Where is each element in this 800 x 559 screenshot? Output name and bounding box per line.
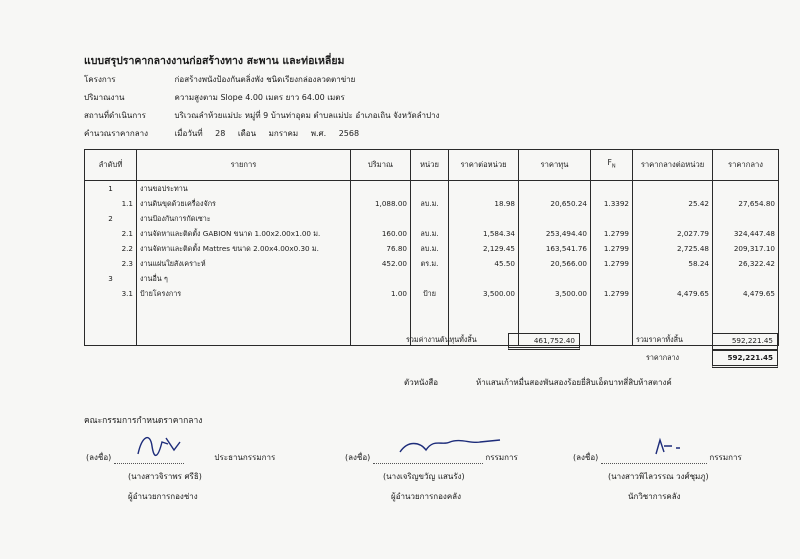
header-unit: หน่วย: [411, 150, 449, 181]
spacer-cell: [85, 301, 137, 346]
spacer-cell: [351, 301, 411, 346]
cell-cost: [519, 180, 591, 196]
member-2-position: ผู้อำนวยการกองคลัง: [391, 492, 461, 501]
total-cost-label: รวมค่างานต้นทุนทั้งสิ้น: [406, 335, 477, 344]
cell-no: 3.1: [85, 286, 137, 301]
cell-qty: [351, 271, 411, 286]
cell-median-unit: 25.42: [633, 196, 713, 211]
role-2: กรรมการ: [485, 453, 518, 462]
year-label: พ.ศ.: [310, 129, 327, 138]
cell-item: งานขอประทาน: [137, 180, 351, 196]
table-row: [85, 196, 779, 211]
cell-unit-cost: 2,129.45: [449, 241, 519, 256]
cell-median-unit: [633, 271, 713, 286]
cell-median-unit: 2,027.79: [633, 226, 713, 241]
words-value: ห้าแสนเก้าหมื่นสองพันสองร้อยยี่สิบเอ็ดบาทสี่สิบห้าสตางค์: [476, 378, 672, 387]
member-2-name: (นางเจริญขวัญ แสนรัง): [383, 472, 465, 481]
cell-median: [713, 180, 779, 196]
cell-cost: 20,650.24: [519, 196, 591, 211]
cell-no: 3: [85, 271, 137, 286]
words-label: ตัวหนังสือ: [404, 378, 439, 387]
cell-unit-cost: [449, 180, 519, 196]
median-label: ราคากลาง: [646, 353, 680, 362]
member-1-name: (นางสาวจิราพร ศรีธิ): [128, 472, 202, 481]
month-label: เดือน: [237, 129, 257, 138]
table-row: [85, 286, 779, 301]
member-3-position: นักวิชาการคลัง: [628, 492, 681, 501]
cell-qty: 160.00: [351, 226, 411, 241]
header-item: รายการ: [137, 150, 351, 181]
location-value: บริเวณลำห้วยแม่ปะ หมู่ที่ 9 บ้านท่าอุดม ตำบลแม่ปะ อำเภอเถิน จังหวัดลำปาง: [174, 111, 440, 120]
cell-f: 1.3392: [591, 196, 633, 211]
cell-unit-cost: 1,584.34: [449, 226, 519, 241]
cell-item: งานป้องกันการกัดเซาะ: [137, 211, 351, 226]
cell-item: งานจัดหาและติดตั้ง GABION ขนาด 1.00x2.00x1.00 ม.: [137, 226, 351, 241]
calc-date-label: คำนวณราคากลาง: [84, 129, 149, 138]
sign-prefix-3: (ลงชื่อ): [573, 453, 599, 462]
cell-item: งานจัดหาและติดตั้ง Mattres ขนาด 2.00x4.00x0.30 ม.: [137, 241, 351, 256]
sign-prefix-2: (ลงชื่อ): [345, 453, 371, 462]
cell-median: [713, 271, 779, 286]
table-header-row: [85, 150, 779, 181]
header-no: ลำดับที่: [85, 150, 137, 181]
cell-item: งานแผ่นใยสังเคราะห์: [137, 256, 351, 271]
cell-median-unit: [633, 211, 713, 226]
day-value: 28: [215, 129, 226, 138]
cell-qty: 1,088.00: [351, 196, 411, 211]
cell-item: งานดินขุดด้วยเครื่องจักร: [137, 196, 351, 211]
cell-qty: [351, 180, 411, 196]
cell-no: 2.2: [85, 241, 137, 256]
cell-qty: 452.00: [351, 256, 411, 271]
spacer-cell: [137, 301, 351, 346]
table-row: [85, 256, 779, 271]
header-median-unit: ราคากลางต่อหน่วย: [633, 150, 713, 181]
cell-f: 1.2799: [591, 226, 633, 241]
cell-median: 324,447.48: [713, 226, 779, 241]
total-median-value: 592,221.45: [712, 333, 778, 350]
cell-unit: [411, 211, 449, 226]
header-unit-cost: ราคาต่อหน่วย: [449, 150, 519, 181]
role-1: ประธานกรรมการ: [214, 453, 276, 462]
cell-unit: [411, 180, 449, 196]
cell-cost: 253,494.40: [519, 226, 591, 241]
cell-median: 27,654.80: [713, 196, 779, 211]
cell-unit: ลบ.ม.: [411, 226, 449, 241]
median-value: 592,221.45: [712, 350, 778, 368]
quantity-row: [84, 91, 345, 104]
header-qty: ปริมาณ: [351, 150, 411, 181]
signature-3-image: [650, 436, 690, 458]
header-cost: ราคาทุน: [519, 150, 591, 181]
cell-f: 1.2799: [591, 256, 633, 271]
location-row: [84, 109, 440, 122]
cell-median: 26,322.42: [713, 256, 779, 271]
cell-unit-cost: [449, 271, 519, 286]
table-group-row: [85, 271, 779, 286]
cell-cost: 163,541.76: [519, 241, 591, 256]
cell-median-unit: 2,725.48: [633, 241, 713, 256]
cell-f: [591, 271, 633, 286]
committee-heading: คณะกรรมการกำหนดราคากลาง: [84, 416, 203, 426]
cell-median-unit: 4,479.65: [633, 286, 713, 301]
cell-no: 2.1: [85, 226, 137, 241]
header-factor-n: N: [611, 163, 616, 170]
cell-median: [713, 211, 779, 226]
cell-no: 2: [85, 211, 137, 226]
cell-qty: [351, 211, 411, 226]
signature-1-image: [128, 428, 188, 464]
role-3: กรรมการ: [709, 453, 742, 462]
signature-2-image: [396, 430, 506, 460]
cell-f: [591, 180, 633, 196]
table-group-row: [85, 180, 779, 196]
header-factor: [591, 150, 633, 181]
cell-cost: [519, 211, 591, 226]
table-row: [85, 226, 779, 241]
cell-median: 209,317.10: [713, 241, 779, 256]
cell-median: 4,479.65: [713, 286, 779, 301]
cell-median-unit: 58.24: [633, 256, 713, 271]
table-row: [85, 241, 779, 256]
cell-median-unit: [633, 180, 713, 196]
cell-f: [591, 211, 633, 226]
cell-cost: 20,566.00: [519, 256, 591, 271]
cell-unit-cost: 45.50: [449, 256, 519, 271]
project-value: ก่อสร้างพนังป้องกันตลิ่งพัง ชนิดเรียงกล่องลวดตาข่าย: [174, 75, 356, 84]
cell-unit: ป้าย: [411, 286, 449, 301]
cost-table: [84, 149, 779, 346]
member-1-position: ผู้อำนวยการกองช่าง: [128, 492, 198, 501]
document-title: แบบสรุปราคากลางงานก่อสร้างทาง สะพาน และท่อเหลี่ยม: [84, 55, 345, 67]
cell-cost: [519, 271, 591, 286]
cell-qty: 76.80: [351, 241, 411, 256]
table-group-row: [85, 211, 779, 226]
month-value: มกราคม: [268, 129, 299, 138]
cell-no: 1: [85, 180, 137, 196]
cell-unit-cost: 18.98: [449, 196, 519, 211]
total-cost-value: 461,752.40: [508, 333, 580, 350]
cell-f: 1.2799: [591, 241, 633, 256]
cell-unit: ตร.ม.: [411, 256, 449, 271]
cell-f: 1.2799: [591, 286, 633, 301]
total-median-label: รวมราคาทั้งสิ้น: [636, 335, 683, 344]
cell-no: 1.1: [85, 196, 137, 211]
header-median: ราคากลาง: [713, 150, 779, 181]
location-label: สถานที่ดำเนินการ: [84, 111, 146, 120]
cell-unit: ลบ.ม.: [411, 241, 449, 256]
year-value: 2568: [338, 129, 360, 138]
cell-qty: 1.00: [351, 286, 411, 301]
project-row: [84, 73, 355, 86]
quantity-value: ความสูงตาม Slope 4.00 เมตร ยาว 64.00 เมตร: [174, 93, 345, 102]
day-label: เมื่อวันที่: [174, 129, 203, 138]
calc-date-row: [84, 127, 369, 140]
cell-unit-cost: 3,500.00: [449, 286, 519, 301]
spacer-cell: [591, 301, 633, 346]
cell-unit-cost: [449, 211, 519, 226]
cell-unit: ลบ.ม.: [411, 196, 449, 211]
project-label: โครงการ: [84, 75, 116, 84]
cell-unit: [411, 271, 449, 286]
cell-no: 2.3: [85, 256, 137, 271]
header-factor-f: F: [607, 158, 612, 167]
quantity-label: ปริมาณงาน: [84, 93, 125, 102]
cell-item: ป้ายโครงการ: [137, 286, 351, 301]
sign-prefix-1: (ลงชื่อ): [86, 453, 112, 462]
member-3-name: (นางสาวพิไลวรรณ วงศ์ชุมภู): [608, 472, 709, 481]
cell-cost: 3,500.00: [519, 286, 591, 301]
cell-item: งานอื่น ๆ: [137, 271, 351, 286]
